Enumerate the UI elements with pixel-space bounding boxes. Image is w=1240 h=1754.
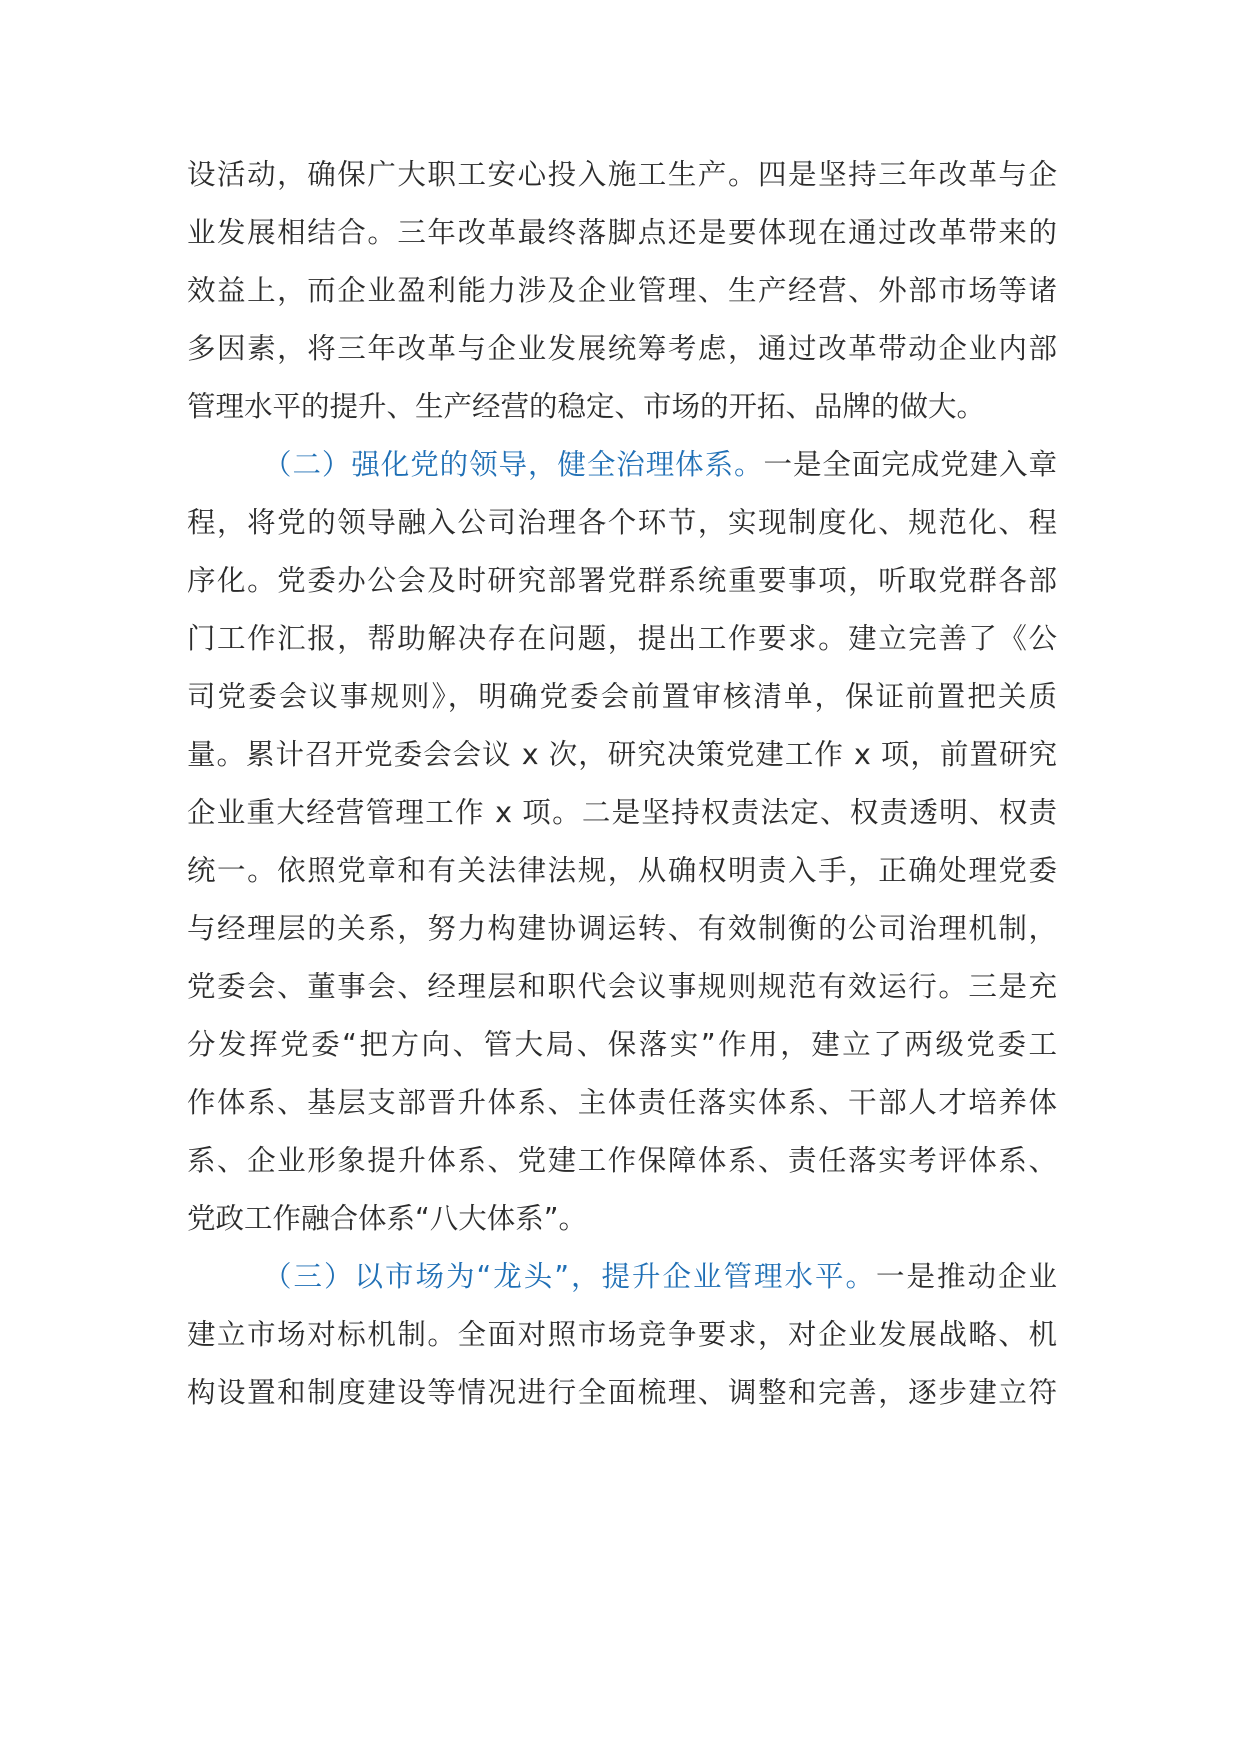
section-2-title: （二）强化党的领导，健全治理体系。 xyxy=(263,448,764,481)
paragraph-line: 企业重大经营管理工作 x 项。二是坚持权责法定、权责透明、权责 xyxy=(187,796,1057,829)
paragraph-line: 效益上，而企业盈利能力涉及企业管理、生产经营、外部市场等诸 xyxy=(187,274,1057,307)
paragraph-line: 建立市场对标机制。全面对照市场竞争要求，对企业发展战略、机 xyxy=(187,1318,1057,1351)
section-3-title: （三）以市场为“龙头”，提升企业管理水平。 xyxy=(263,1260,876,1293)
section-2-text: 一是全面完成党建入章 xyxy=(763,448,1057,481)
section-3-text: 一是推动企业 xyxy=(876,1260,1057,1293)
section-heading-line xyxy=(263,1252,1057,1302)
paragraph-line: 程，将党的领导融入公司治理各个环节，实现制度化、规范化、程 xyxy=(187,506,1057,539)
paragraph-line: 系、企业形象提升体系、党建工作保障体系、责任落实考评体系、 xyxy=(187,1144,1057,1177)
paragraph-line: 多因素，将三年改革与企业发展统筹考虑，通过改革带动企业内部 xyxy=(187,332,1057,365)
paragraph-line: 量。累计召开党委会会议 x 次，研究决策党建工作 x 项，前置研究 xyxy=(187,738,1057,771)
paragraph-line: 序化。党委办公会及时研究部署党群系统重要事项，听取党群各部 xyxy=(187,564,1057,597)
paragraph-line: 作体系、基层支部晋升体系、主体责任落实体系、干部人才培养体 xyxy=(187,1086,1057,1119)
paragraph-line: 统一。依照党章和有关法律法规，从确权明责入手，正确处理党委 xyxy=(187,854,1057,887)
paragraph-line: 党委会、董事会、经理层和职代会议事规则规范有效运行。三是充 xyxy=(187,970,1057,1003)
paragraph-line: 党政工作融合体系“八大体系”。 xyxy=(187,1202,588,1235)
section-heading-line xyxy=(263,440,1057,490)
paragraph-line: 分发挥党委“把方向、管大局、保落实”作用，建立了两级党委工 xyxy=(187,1028,1057,1061)
paragraph-line: 与经理层的关系，努力构建协调运转、有效制衡的公司治理机制， xyxy=(187,912,1057,945)
paragraph-line: 业发展相结合。三年改革最终落脚点还是要体现在通过改革带来的 xyxy=(187,216,1057,249)
paragraph-line: 设活动，确保广大职工安心投入施工生产。四是坚持三年改革与企 xyxy=(187,158,1057,191)
paragraph-line: 管理水平的提升、生产经营的稳定、市场的开拓、品牌的做大。 xyxy=(187,390,986,423)
paragraph-line: 构设置和制度建设等情况进行全面梳理、调整和完善，逐步建立符 xyxy=(187,1376,1057,1409)
paragraph-line: 司党委会议事规则》，明确党委会前置审核清单，保证前置把关质 xyxy=(187,680,1057,713)
paragraph-line: 门工作汇报，帮助解决存在问题，提出工作要求。建立完善了《公 xyxy=(187,622,1057,655)
